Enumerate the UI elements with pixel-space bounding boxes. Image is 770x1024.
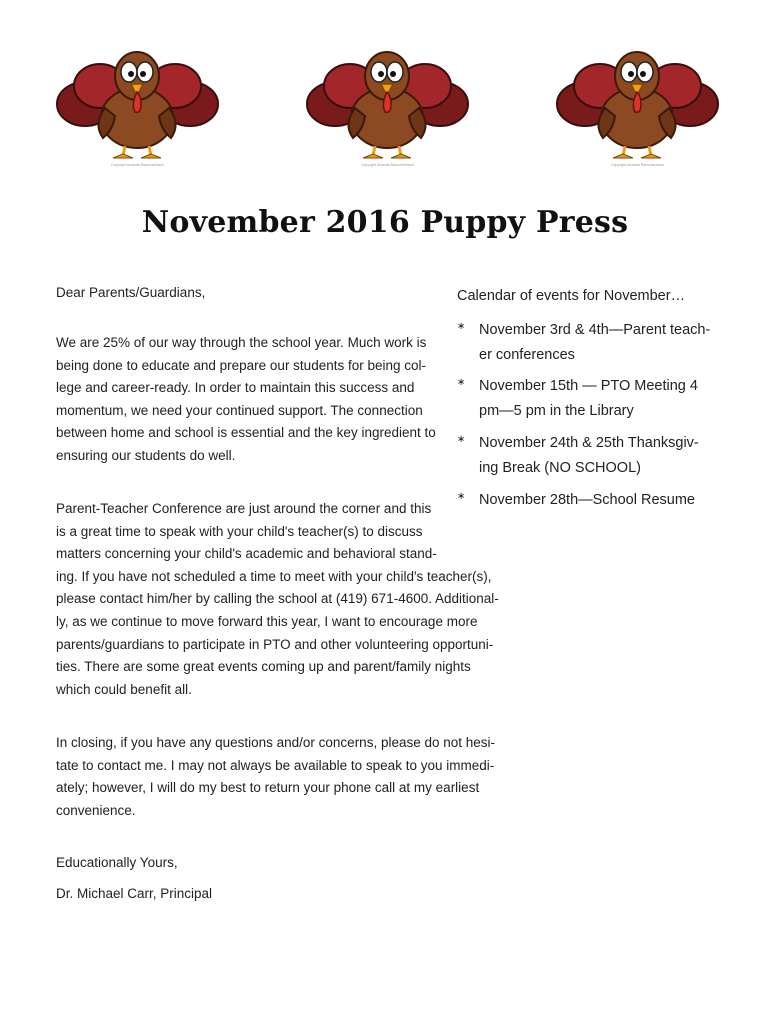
turkey-foot-left [363,154,383,158]
turkey-pupil-right [640,71,646,77]
text-line: lege and career-ready. In order to maintain this success and [56,380,415,396]
calendar-item-line: ing Break (NO SCHOOL) [479,459,641,476]
text-line: ly, as we continue to move forward this year, I want to encourage more [56,613,478,629]
text-line: momentum, we need your continued support. The connection [56,402,423,418]
bullet-icon: ∗ [457,491,466,502]
calendar-item-line: November 24th & 25th Thanksgiv- [479,435,699,451]
newsletter-title: November 2016 Puppy Press [141,205,629,240]
bullet-icon: ∗ [457,434,466,445]
text-line: which could benefit all. [56,681,192,697]
turkey-icon [55,46,220,164]
turkey-icon [305,46,470,164]
calendar-item-line: November 3rd & 4th—Parent teach- [479,322,711,338]
text-line: ties. There are some great events coming up and parent/family nights [56,659,471,675]
turkey-pupil-left [378,71,384,77]
text-line: We are 25% of our way through the school year. Much work is [56,335,427,350]
text-line: between home and school is essential and the key ingredient to [56,425,436,441]
text-line: matters concerning your child's academic and behavioral stand- [56,546,437,562]
text-line: being done to educate and prepare our students for being col- [56,357,427,373]
turkey-icon [555,46,720,164]
calendar-item [457,374,727,423]
text-line: In closing, if you have any questions and/or concerns, please do not hesi- [56,735,496,750]
calendar-item [457,318,727,367]
text-line: parents/guardians to participate in PTO and other volunteering opportuni- [56,636,494,652]
turkey-pupil-left [128,71,134,77]
calendar-title: Calendar of events for November… [457,288,686,304]
turkey-pupil-left [628,71,634,77]
text-line: tate to contact me. I may not always be available to speak to you immedi- [56,757,495,773]
turkey-foot-left [113,154,133,158]
turkey-foot-right [641,154,661,158]
text-line: Parent-Teacher Conference are just around the corner and this [56,501,432,516]
turkey-copyright: Copyright Amanda Rauschenbach [360,163,415,167]
letter-closing: Educationally Yours, [56,855,178,870]
text-line: ately; however, I will do my best to return your phone call at my earliest [56,780,480,796]
calendar-item-line: pm—5 pm in the Library [479,402,634,419]
text-line: ing. If you have not scheduled a time to meet with your child's teacher(s), [56,568,492,584]
turkey-pupil-right [140,71,146,77]
turkey-image-center [305,46,470,174]
turkey-foot-right [141,154,161,158]
letter-signature: Dr. Michael Carr, Principal [56,886,213,901]
calendar-item [457,488,727,513]
turkey-copyright: Copyright Amanda Rauschenbach [110,163,165,167]
letter-greeting: Dear Parents/Guardians, [56,285,206,300]
turkey-image-left [55,46,220,174]
letter-paragraph-3 [56,732,526,822]
calendar-item [457,431,727,480]
text-line: ensuring our students do well. [56,447,236,463]
turkey-image-right [555,46,720,174]
letter-paragraph-1 [56,332,456,468]
turkey-copyright: Copyright Amanda Rauschenbach [610,163,665,167]
letter-paragraph-2 [56,498,526,701]
turkey-pupil-right [390,71,396,77]
text-line: please contact him/her by calling the school at (419) 671-4600. Additional- [56,591,499,607]
turkey-foot-left [613,154,633,158]
bullet-icon: ∗ [457,377,466,388]
calendar-item-line: November 15th — PTO Meeting 4 [479,378,698,394]
calendar-item-line: November 28th—School Resume [479,492,695,508]
text-line: convenience. [56,802,136,818]
calendar-item-line: er conferences [479,346,575,363]
bullet-icon: ∗ [457,321,466,332]
text-line: is a great time to speak with your child's teacher(s) to discuss [56,523,423,539]
turkey-foot-right [391,154,411,158]
